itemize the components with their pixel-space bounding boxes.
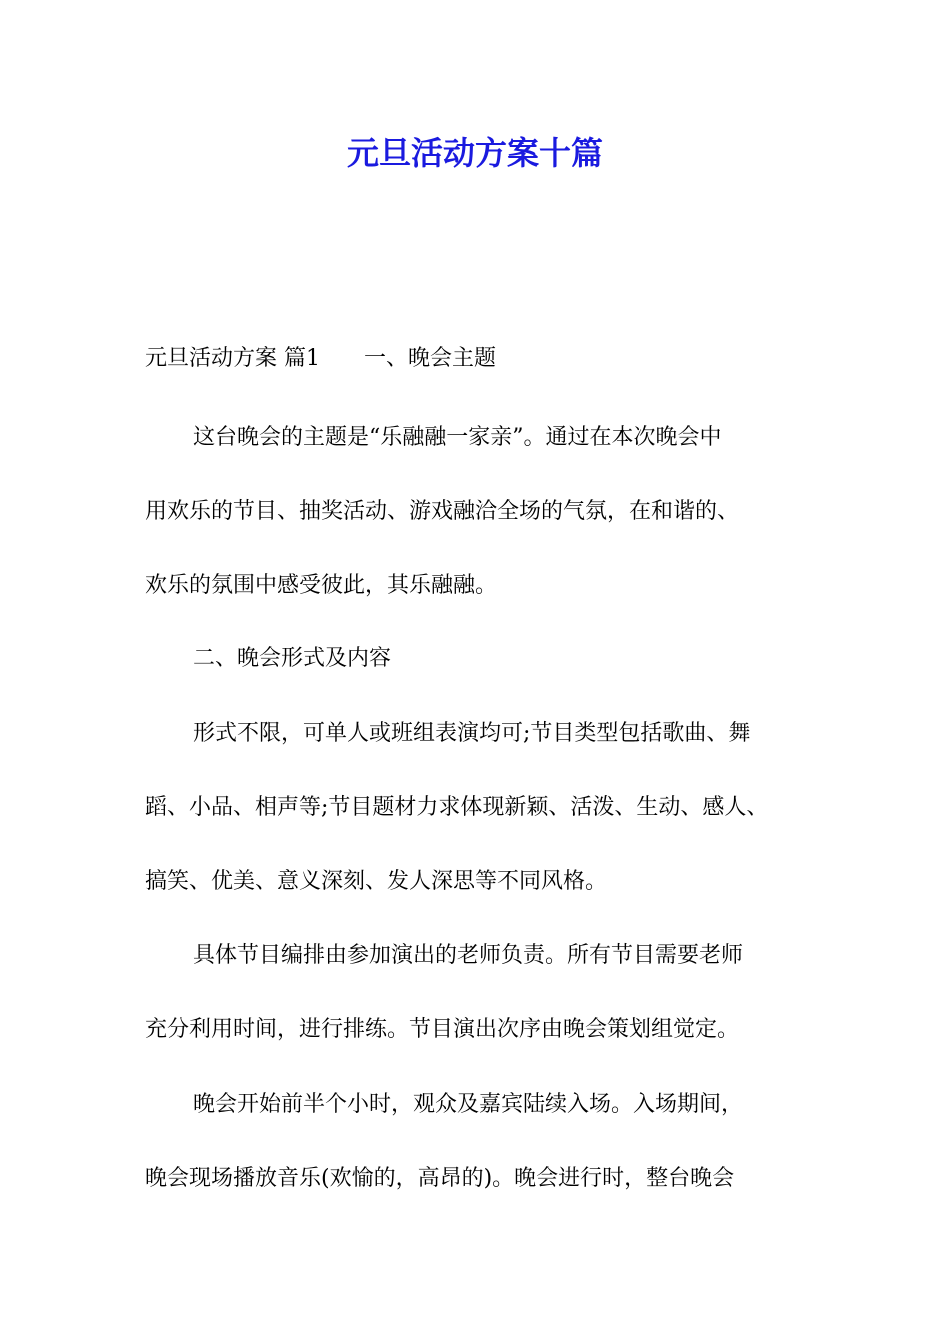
section-heading-format: 二、晚会形式及内容	[193, 646, 392, 671]
paragraph-line: 具体节目编排由参加演出的老师负责。所有节目需要老师	[193, 943, 744, 968]
paragraph-line: 搞笑、优美、意义深刻、发人深思等不同风格。	[145, 869, 608, 894]
document-title: 元旦活动方案十篇	[346, 134, 603, 172]
paragraph-line: 晚会开始前半个小时，观众及嘉宾陆续入场。入场期间，	[193, 1092, 744, 1117]
paragraph-line: 晚会现场播放音乐(欢愉的，高昂的)。晚会进行时，整台晚会	[145, 1166, 735, 1191]
paragraph-line: 蹈、小品、相声等;节目题材力求体现新颖、活泼、生动、感人、	[145, 795, 769, 820]
paragraph-line: 欢乐的氛围中感受彼此，其乐融融。	[145, 573, 498, 598]
paragraph-line: 充分利用时间，进行排练。节目演出次序由晚会策划组觉定。	[145, 1017, 740, 1042]
heading-line	[145, 339, 825, 379]
paragraph-line: 形式不限，可单人或班组表演均可;节目类型包括歌曲、舞	[193, 721, 751, 746]
section-heading-theme: 一、晚会主题	[364, 346, 497, 371]
plan-label: 元旦活动方案 篇1	[145, 346, 320, 371]
paragraph-line: 这台晚会的主题是“乐融融一家亲”。通过在本次晚会中	[193, 425, 722, 450]
paragraph-line: 用欢乐的节目、抽奖活动、游戏融洽全场的气氛，在和谐的、	[145, 499, 740, 524]
